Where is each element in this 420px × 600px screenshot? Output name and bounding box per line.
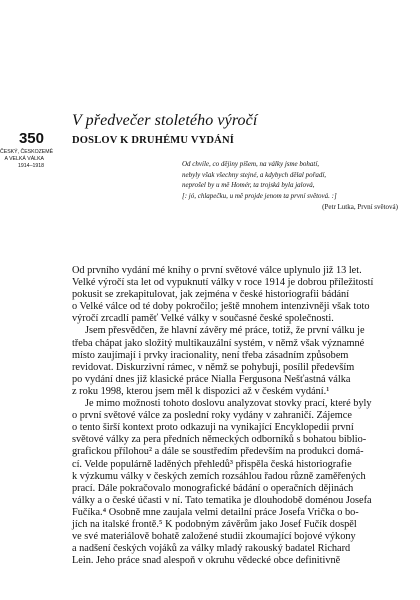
body-line: Je mimo možnosti tohoto doslovu analyzovat stovky prací, které byly xyxy=(85,398,372,410)
body-line: o tento širší kontext proto odkazuji na vynikající Encyklopedii první xyxy=(72,422,354,434)
body-text xyxy=(72,265,398,567)
body-line: z roku 1998, kterou jsem měl k dispozici až v českém vydání.¹ xyxy=(72,385,330,397)
body-line: Jsem přesvědčen, že hlavní závěry mé práce, totiž, že první válku je xyxy=(85,325,365,337)
epigraph-line: neprošel by u mě Homér, ta trojská byla jalová, xyxy=(182,181,315,189)
body-line: po vydání dnes již klasické práce Nialla Fergusona Nešťastná válka xyxy=(72,373,351,385)
body-line: prací. Dále pokračovalo monografické bádání o operačních dějinách xyxy=(72,482,354,494)
body-line: pokusit se zrekapitulovat, jak zejména v české historiografii bádání xyxy=(72,289,350,301)
running-head-line: 1914–1918 xyxy=(18,163,44,170)
body-line: Velké výročí sta let od vypuknutí války v roce 1914 je dobrou příležitostí xyxy=(72,277,374,289)
body-line: třeba chápat jako složitý multikauzální systém, v němž však významné xyxy=(72,337,365,349)
body-line: a nadšení českých vojáků za války mladý rakouský badatel Richard xyxy=(72,543,351,555)
body-line: války a o české účasti v ní. Tato tematika je dlouhodobě doménou Josefa xyxy=(72,494,372,506)
epigraph-line: [: jó, chlapečku, u mě projde jenom ta první světová. :] xyxy=(182,191,337,200)
running-head xyxy=(0,149,54,171)
running-head-line: A VELKÁ VÁLKA xyxy=(4,156,44,163)
body-line: jích na italské frontě.⁵ K podobným závěrům jako Josef Fučík dospěl xyxy=(72,518,357,530)
body-line: k výzkumu války v českých zemích rozsáhlou řadou různě zaměřených xyxy=(72,470,366,482)
body-line: grafickou přílohou² a dále se soustředím především na produkci domá- xyxy=(72,446,364,458)
body-line: cí. Velde populárně laděných přehledů³ přispěla česká historiografie xyxy=(72,458,352,470)
body-line: ve své materiálově bohatě založené studii zkoumající bojové výkony xyxy=(72,531,356,543)
body-line: výročí zrcadlí paměť Velké války v současné české společnosti. xyxy=(72,313,334,325)
body-line: Fučíka.⁴ Osobně mne zaujala velmi detailní práce Josefa Vrička o bo- xyxy=(72,506,359,518)
body-line: o Velké válce od té doby pokročilo; ještě mnohem intenzivněji však toto xyxy=(72,301,370,313)
body-line: místo zaujímají i prvky iracionality, není třeba zásadním způsobem xyxy=(72,349,349,361)
epigraph xyxy=(182,159,398,213)
running-head-line: ČESKÝ, ČESKOZEMĚ xyxy=(0,149,54,155)
section-heading: DOSLOV K DRUHÉMU VYDÁNÍ xyxy=(72,135,235,146)
body-line: Lein. Jeho práce snad alespoň v okruhu vědecké obce definitivně xyxy=(72,555,341,567)
page-number: 350 xyxy=(18,130,44,147)
body-line: revidovat. Diskurzivní rámec, v němž se pohybuji, posílil především xyxy=(72,361,355,373)
epigraph-line: Od chvíle, co dějiny píšem, na války jsme bohatí, xyxy=(182,160,320,168)
epigraph-attribution: (Petr Lutka, První světová) xyxy=(322,203,398,211)
body-line: světové války za pera předních německých odborníků s bohatou biblio- xyxy=(72,434,367,446)
epigraph-line: nebyly však všechny stejné, a kdybych dělal pořadí, xyxy=(182,170,327,179)
body-line: o první světové válce za poslední roky vydány v zahraničí. Zájemce xyxy=(72,410,352,422)
chapter-title: V předvečer stoletého výročí xyxy=(72,112,258,129)
body-line: Od prvního vydání mé knihy o první světové válce uplynulo již 13 let. xyxy=(72,265,362,276)
